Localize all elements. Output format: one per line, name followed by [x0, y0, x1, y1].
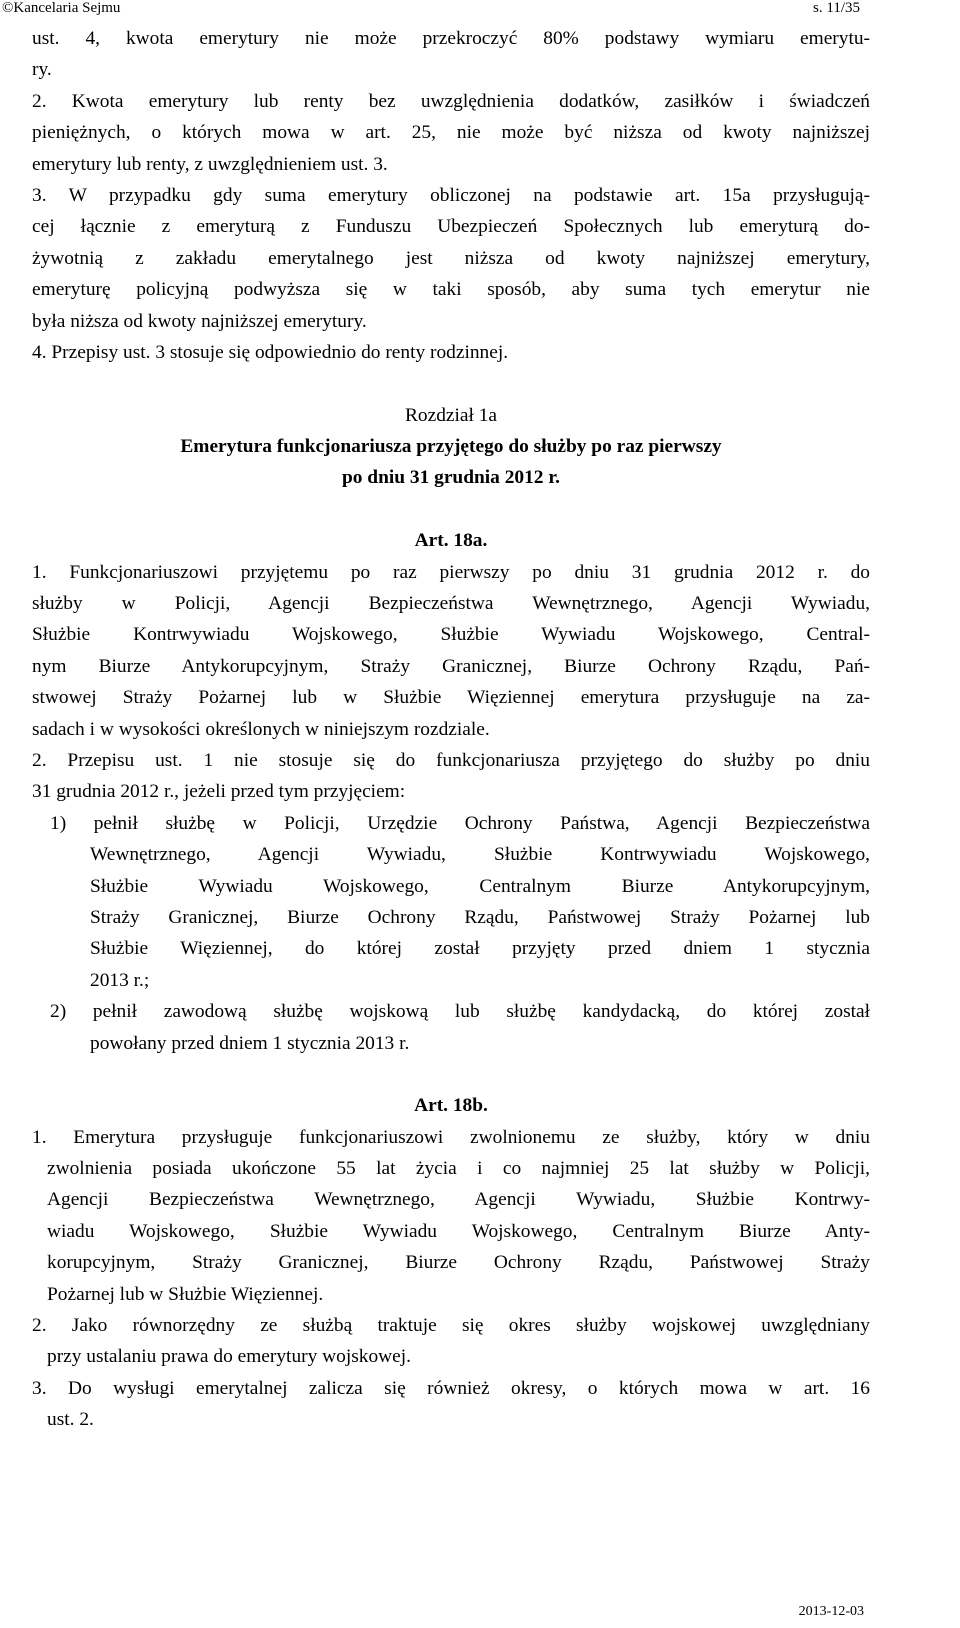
text-line: 2. Kwota emerytury lub renty bez uwzględnienia dodatków, zasiłków i świadczeń: [32, 90, 870, 112]
text-line: Wewnętrznego, Agencji Wywiadu, Służbie Kontrwywiadu Wojskowego,: [90, 844, 870, 866]
header-copyright: ©Kancelaria Sejmu: [2, 0, 121, 16]
heading-line: Rozdział 1a: [404, 404, 498, 426]
text-line: przy ustalaniu prawa do emerytury wojskowej.: [47, 1346, 412, 1368]
text-line: pieniężnych, o których mowa w art. 25, nie może być niższa od kwoty najniższej: [32, 122, 870, 144]
text-line: emerytury lub renty, z uwzględnieniem ust. 3.: [32, 153, 388, 175]
text-line: 3. Do wysługi emerytalnej zalicza się również okresy, o których mowa w art. 16: [32, 1377, 870, 1399]
heading-line: po dniu 31 grudnia 2012 r.: [341, 467, 561, 489]
text-line: 2013 r.;: [90, 969, 150, 991]
text-line: 3. W przypadku gdy suma emerytury obliczonej na podstawie art. 15a przysługują-: [32, 184, 870, 206]
text-line: Pożarnej lub w Służbie Więziennej.: [47, 1283, 324, 1305]
text-line: 1) pełnił służbę w Policji, Urzędzie Ochrony Państwa, Agencji Bezpieczeństwa: [50, 812, 870, 834]
header-page-number: s. 11/35: [813, 0, 860, 16]
text-line: ry.: [32, 59, 52, 81]
text-line: sadach i w wysokości określonych w niniejszym rozdziale.: [32, 718, 490, 740]
text-line: powołany przed dniem 1 stycznia 2013 r.: [90, 1032, 410, 1054]
heading-line: Art. 18b.: [414, 1095, 488, 1117]
text-line: 4. Przepisy ust. 3 stosuje się odpowiednio do renty rodzinnej.: [32, 341, 509, 363]
spacer: [32, 368, 870, 399]
text-line: Agencji Bezpieczeństwa Wewnętrznego, Agencji Wywiadu, Służbie Kontrwy-: [47, 1189, 870, 1211]
text-line: Służbie Kontrwywiadu Wojskowego, Służbie Wywiadu Wojskowego, Central-: [32, 624, 870, 646]
text-line: 31 grudnia 2012 r., jeżeli przed tym przyjęciem:: [32, 781, 406, 803]
text-line: zwolnienia posiada ukończone 55 lat życia i co najmniej 25 lat służby w Policji,: [47, 1158, 870, 1180]
text-line: Straży Granicznej, Biurze Ochrony Rządu, Państwowej Straży Pożarnej lub: [90, 906, 870, 928]
text-line: 1. Emerytura przysługuje funkcjonariuszowi zwolnionemu ze służby, który w dniu: [32, 1126, 870, 1148]
document-body: [32, 23, 870, 1436]
text-line: Służbie Więziennej, do której został przyjęty przed dniem 1 stycznia: [90, 938, 870, 960]
heading-line: Emerytura funkcjonariusza przyjętego do służby po raz pierwszy: [180, 436, 722, 458]
text-line: 1. Funkcjonariuszowi przyjętemu po raz pierwszy po dniu 31 grudnia 2012 r. do: [32, 561, 870, 583]
text-line: 2) pełnił zawodową służbę wojskową lub służbę kandydacką, do której został: [50, 1001, 870, 1023]
footer-date: 2013-12-03: [798, 1604, 864, 1619]
text-line: stwowej Straży Pożarnej lub w Służbie Więziennej emerytura przysługuje na za-: [32, 687, 870, 709]
text-line: była niższa od kwoty najniższej emerytury.: [32, 310, 367, 332]
heading-line: Art. 18a.: [414, 530, 488, 552]
text-line: ust. 2.: [47, 1409, 94, 1431]
text-line: cej łącznie z emeryturą z Funduszu Ubezpieczeń Społecznych lub emeryturą do-: [32, 216, 870, 238]
text-line: wiadu Wojskowego, Służbie Wywiadu Wojskowego, Centralnym Biurze Anty-: [47, 1220, 870, 1242]
spacer: [32, 494, 870, 525]
text-line: 2. Jako równorzędny ze służbą traktuje się okres służby wojskowej uwzględniany: [32, 1315, 870, 1337]
text-line: służby w Policji, Agencji Bezpieczeństwa Wewnętrznego, Agencji Wywiadu,: [32, 593, 870, 615]
spacer: [32, 1059, 870, 1090]
text-line: nym Biurze Antykorupcyjnym, Straży Granicznej, Biurze Ochrony Rządu, Pań-: [32, 655, 870, 677]
text-line: emeryturę policyjną podwyższa się w taki sposób, aby suma tych emerytur nie: [32, 279, 870, 301]
text-line: korupcyjnym, Straży Granicznej, Biurze Ochrony Rządu, Państwowej Straży: [47, 1252, 870, 1274]
text-line: ust. 4, kwota emerytury nie może przekroczyć 80% podstawy wymiaru emerytu-: [32, 28, 870, 49]
text-line: żywotnią z zakładu emerytalnego jest niższa od kwoty najniższej emerytury,: [32, 247, 870, 269]
text-line: Służbie Wywiadu Wojskowego, Centralnym Biurze Antykorupcyjnym,: [90, 875, 870, 897]
text-line: 2. Przepisu ust. 1 nie stosuje się do funkcjonariusza przyjętego do służby po dniu: [32, 749, 870, 771]
